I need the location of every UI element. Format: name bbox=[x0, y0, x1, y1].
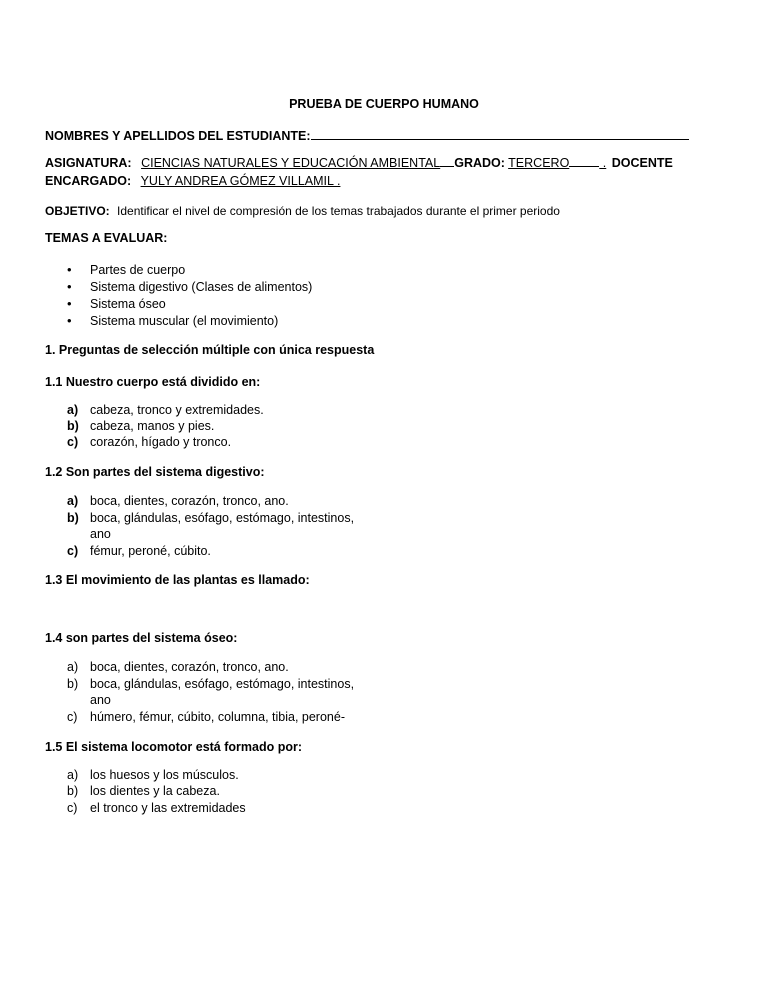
bullet-icon: • bbox=[67, 279, 72, 294]
page-title bbox=[0, 96, 768, 112]
topic-item: Sistema óseo bbox=[90, 297, 166, 311]
question-1-5: 1.5 El sistema locomotor está formado por: bbox=[45, 740, 303, 754]
option-letter: c) bbox=[67, 544, 79, 558]
option-letter: b) bbox=[67, 677, 79, 691]
option-text[interactable]: los dientes y la cabeza. bbox=[90, 784, 220, 798]
student-name-label: NOMBRES Y APELLIDOS DEL ESTUDIANTE: bbox=[45, 129, 311, 143]
teacher-label: DOCENTE bbox=[611, 156, 673, 170]
option-text[interactable]: boca, dientes, corazón, tronco, ano. bbox=[90, 494, 289, 508]
option-text[interactable]: fémur, peroné, cúbito. bbox=[90, 544, 211, 558]
objective-label: OBJETIVO: bbox=[45, 204, 110, 218]
option-text[interactable]: boca, dientes, corazón, tronco, ano. bbox=[90, 660, 289, 674]
option-text[interactable]: húmero, fémur, cúbito, columna, tibia, peroné- bbox=[90, 710, 345, 724]
teacher-value: YULY ANDREA GÓMEZ VILLAMIL . bbox=[140, 174, 341, 188]
option-text[interactable]: boca, glándulas, esófago, estómago, intestinos, bbox=[90, 677, 355, 691]
topic-item: Partes de cuerpo bbox=[90, 263, 186, 277]
grade-label: GRADO: bbox=[454, 156, 505, 170]
teacher-label-2: ENCARGADO: bbox=[45, 174, 132, 188]
objective-row bbox=[45, 203, 560, 219]
option-letter: b) bbox=[67, 419, 79, 433]
option-text[interactable]: corazón, hígado y tronco. bbox=[90, 435, 232, 449]
option-text-continued: ano bbox=[90, 527, 111, 541]
topic-item: Sistema muscular (el movimiento) bbox=[90, 314, 279, 328]
section-heading: 1. Preguntas de selección múltiple con única respuesta bbox=[45, 343, 375, 357]
teacher-row bbox=[45, 173, 340, 189]
option-letter: a) bbox=[67, 768, 79, 782]
subject-row: ASIGNATURA: CIENCIAS NATURALES Y EDUCACIÓN AMBIENTAL GRADO: TERCERO . DOCENTE bbox=[45, 156, 673, 170]
option-text[interactable]: cabeza, tronco y extremidades. bbox=[90, 403, 264, 417]
subject-value: CIENCIAS NATURALES Y EDUCACIÓN AMBIENTAL bbox=[141, 156, 441, 170]
grade-value: TERCERO bbox=[508, 156, 570, 170]
option-text[interactable]: cabeza, manos y pies. bbox=[90, 419, 215, 433]
objective-text: Identificar el nivel de compresión de los temas trabajados durante el primer periodo bbox=[117, 204, 560, 218]
option-text[interactable]: boca, glándulas, esófago, estómago, intestinos, bbox=[90, 511, 355, 525]
bullet-icon: • bbox=[67, 262, 72, 277]
topics-heading: TEMAS A EVALUAR: bbox=[45, 231, 168, 245]
option-letter: c) bbox=[67, 801, 78, 815]
option-letter: b) bbox=[67, 784, 79, 798]
bullet-icon: • bbox=[67, 313, 72, 328]
bullet-icon: • bbox=[67, 296, 72, 311]
option-letter: a) bbox=[67, 660, 79, 674]
subject-blank bbox=[440, 155, 454, 167]
question-1-2: 1.2 Son partes del sistema digestivo: bbox=[45, 465, 265, 479]
question-1-1: 1.1 Nuestro cuerpo está dividido en: bbox=[45, 375, 261, 389]
question-1-3: 1.3 El movimiento de las plantas es llamado: bbox=[45, 573, 310, 587]
option-text[interactable]: los huesos y los músculos. bbox=[90, 768, 239, 782]
option-letter: c) bbox=[67, 435, 79, 449]
option-letter: a) bbox=[67, 403, 79, 417]
title-text: PRUEBA DE CUERPO HUMANO bbox=[289, 97, 479, 111]
student-name-blank[interactable] bbox=[311, 128, 689, 140]
student-name-row bbox=[45, 128, 689, 144]
grade-blank bbox=[569, 155, 599, 167]
option-text[interactable]: el tronco y las extremidades bbox=[90, 801, 246, 815]
option-text-continued: ano bbox=[90, 693, 111, 707]
option-letter: c) bbox=[67, 710, 78, 724]
option-letter: b) bbox=[67, 511, 79, 525]
option-letter: a) bbox=[67, 494, 79, 508]
question-1-4: 1.4 son partes del sistema óseo: bbox=[45, 631, 238, 645]
topic-item: Sistema digestivo (Clases de alimentos) bbox=[90, 280, 313, 294]
subject-label: ASIGNATURA: bbox=[45, 156, 132, 170]
